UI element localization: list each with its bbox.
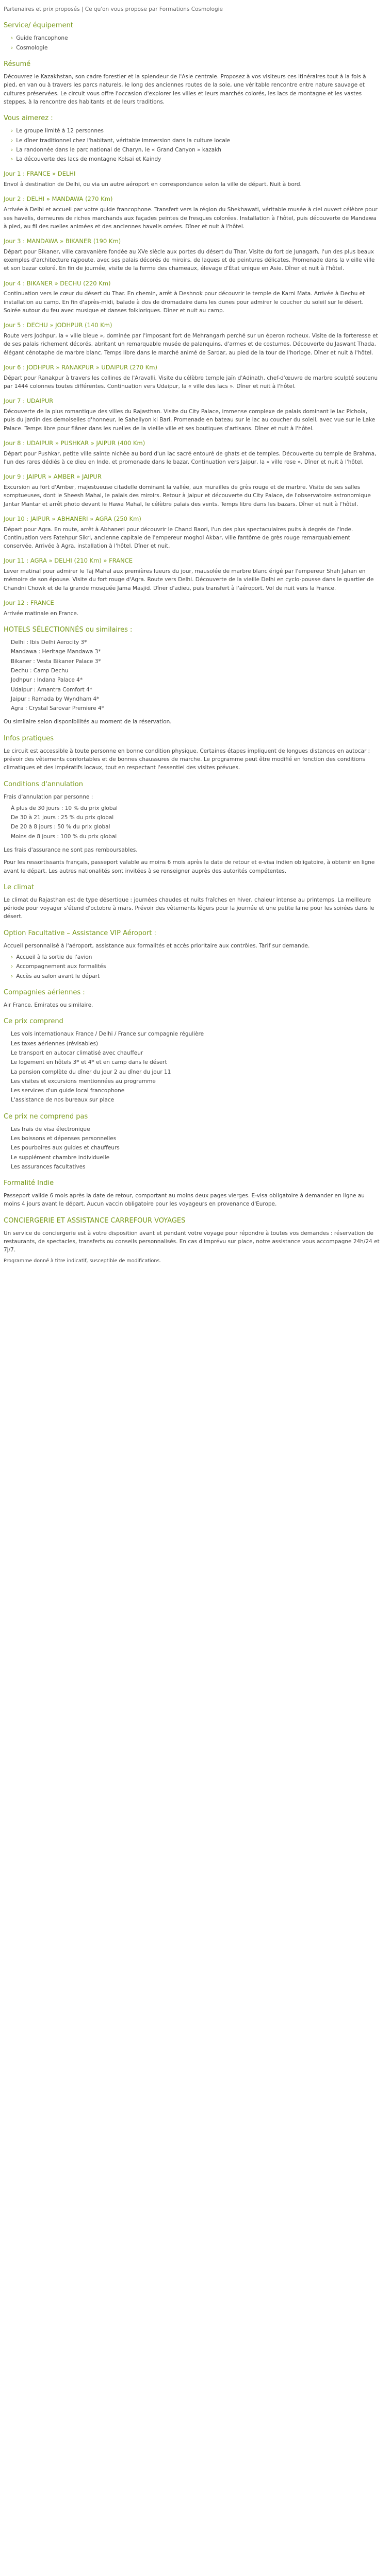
chevron-right-icon: › — [11, 156, 13, 163]
vous-aimerez-title: Vous aimerez : — [4, 114, 53, 123]
day-text: Départ pour Pushkar, petite ville sainte nichée au bord d'un lac sacré entouré de ghats et de temples. Découverte du temple de Brahma, l'un des rares dédiés à ce dieu en Inde, et promenade dans le bazar. Continuation vers Jaipur, la « ville rose ». Dîner et nuit à l'hôtel. — [4, 450, 377, 465]
conditions-note: Les frais d'assurance ne sont pas remboursables. — [4, 847, 138, 853]
hotels-list — [4, 638, 380, 713]
chevron-right-icon: › — [11, 44, 13, 51]
day-text: Découverte de la plus romantique des villes du Rajasthan. Visite du City Palace, immense complexe de palais dominant le lac Pichola, puis du jardin des demoiselles d'honneur, le Saheliyon ki Bari. Promenade en bateau sur le lac au coucher du soleil, avec vue sur le Lake Palace. Temps libre pour flâner dans les ruelles de la vieille ville et ses boutiques d'artisans. Dîner et nuit à l'hôtel. — [4, 409, 376, 432]
conciergerie-title: CONCIERGERIE ET ASSISTANCE CARREFOUR VOYAGES — [4, 1216, 186, 1225]
chevron-right-icon: › — [11, 146, 13, 153]
page — [0, 0, 384, 1278]
day-text: Continuation vers le cœur du désert du Thar. En chemin, arrêt à Deshnok pour découvrir le temple de Karni Mata. Arrivée à Dechu et installation au camp. En fin d'après-midi, balade à dos de dromadaire dans les dunes pour admirer le coucher du soleil sur le désert. Soirée autour du feu avec musique et danses folkloriques. Dîner et nuit au camp. — [4, 291, 365, 314]
list-item: › Cosmologie — [11, 44, 48, 51]
chevron-right-icon: › — [11, 973, 13, 979]
compagnies-text: Air France, Emirates ou similaire. — [4, 1002, 93, 1009]
day-text: Lever matinal pour admirer le Taj Mahal aux premières lueurs du jour, mausolée de marbre blanc érigé par l'empereur Shah Jahan en mémoire de son épouse. Visite du fort rouge d'Agra. Route vers Delhi. Découverte de la vieille Delhi en cyclo-pousse dans le quartier de Chandni Chowk et de la grande mosquée Jama Masjid. Dîner d'adieu, puis transfert à l'aéroport. Vol de nuit vers la France. — [4, 568, 374, 591]
day-title: Jour 8 : UDAIPUR » PUSHKAR » JAIPUR (400 Km) — [4, 439, 145, 447]
list-item: Les frais de visa électronique — [11, 1126, 90, 1132]
list-item: Les taxes aériennes (révisables) — [11, 1040, 99, 1047]
day-title: Jour 6 : JODHPUR » RANAKPUR » UDAIPUR (270 Km) — [4, 363, 157, 371]
option-list — [4, 953, 380, 980]
list-item: Bikaner : Vesta Bikaner Palace 3* — [11, 658, 101, 665]
day-text: Départ pour Ranakpur à travers les collines de l'Aravalli. Visite du célèbre temple jaïn d'Adinath, chef-d'œuvre de marbre sculpté soutenu par 1444 colonnes toutes différentes. Continuation vers Udaipur, la « ville des lacs ». Dîner et nuit à l'hôtel. — [4, 375, 378, 389]
itinerary — [4, 170, 380, 618]
infos-text: Le circuit est accessible à toute personne en bonne condition physique. Certaines étapes impliquent de longues distances en autocar ; prévoir des vêtements confortables et de bonnes chaussures de marche. Le programme peut être modifié en fonction des conditions climatiques et des impératifs locaux, tout en respectant l'essentiel des visites prévues. — [4, 748, 370, 771]
day-text: Excursion au fort d'Amber, majestueuse citadelle dominant la vallée, aux murailles de grès rouge et de marbre. Visite de ses salles somptueuses, dont le Sheesh Mahal, le palais des miroirs. Retour à Jaipur et découverte du City Palace, de l'observatoire astronomique Jantar Mantar et arrêt photo devant le Hawa Mahal, le célèbre palais des vents. Temps libre dans les bazars. Dîner et nuit à l'hôtel. — [4, 484, 371, 507]
day-title: Jour 9 : JAIPUR » AMBER » JAIPUR — [4, 473, 102, 481]
day-title: Jour 11 : AGRA » DELHI (210 Km) » FRANCE — [4, 557, 133, 565]
day-title: Jour 7 : UDAIPUR — [4, 397, 54, 405]
resume-text: Découvrez le Kazakhstan, son cadre forestier et la splendeur de l'Asie centrale. Proposez à vos visiteurs ces itinéraires tout à la fois à pied, en van ou à travers les parcs naturels, le long des anciennes routes de la soie, une véritable rencontre entre nature sauvage et cultures préservées. Le circuit vous offre l'occasion d'explorer les villes et leurs marchés colorés, les lacs de montagne et les vastes steppes, à la rencontre des habitants et de leurs traditions. — [4, 74, 366, 105]
day-title: Jour 10 : JAIPUR » ABHANERI » AGRA (250 Km) — [4, 515, 141, 522]
day-title: Jour 3 : MANDAWA » BIKANER (190 Km) — [4, 238, 121, 245]
vous-aimerez-list — [4, 127, 380, 163]
list-item: Jodhpur : Indana Palace 4* — [11, 677, 83, 684]
day-title: Jour 4 : BIKANER » DECHU (220 Km) — [4, 279, 111, 287]
day-text: Départ pour Agra. En route, arrêt à Abhaneri pour découvrir le Chand Baori, l'un des plus spectaculaires puits à degrés de l'Inde. Continuation vers Fatehpur Sikri, ancienne capitale de l'empereur moghol Akbar, ville fantôme de grès rouge remarquablement conservée. Arrivée à Agra, installation à l'hôtel. Dîner et nuit. — [4, 526, 353, 550]
list-item: À plus de 30 jours : 10 % du prix global — [11, 805, 118, 811]
list-item: L'assistance de nos bureaux sur place — [11, 1097, 115, 1104]
list-item: › La découverte des lacs de montagne Kolsai et Kaindy — [11, 156, 161, 163]
chevron-right-icon: › — [11, 963, 13, 970]
list-item: Agra : Crystal Sarovar Premiere 4* — [11, 705, 104, 712]
list-item: Les vols internationaux France / Delhi / France sur compagnie régulière — [11, 1031, 204, 1038]
list-item: Le supplément chambre individuelle — [11, 1154, 110, 1161]
formalites-text: Passeport valide 6 mois après la date de retour, comportant au moins deux pages vierges. E-visa obligatoire à demander en ligne au moins 4 jours avant le départ. Aucun vaccin obligatoire pour les voyageurs en provenance d'Europe. — [4, 1193, 365, 1208]
climat-text: Le climat du Rajasthan est de type désertique : journées chaudes et nuits fraîches en hiver, chaleur intense au printemps. La meilleure période pour voyager s'étend d'octobre à mars. Prévoir des vêtements légers pour la journée et une petite laine pour les soirées dans le désert. — [4, 896, 374, 920]
inclus-list — [4, 1030, 380, 1104]
day-text: Arrivée à Delhi et accueil par votre guide francophone. Transfert vers la région du Shekhawati, véritable musée à ciel ouvert célèbre pour ses havelis, demeures de riches marchands aux façades peintes de fresques colorées. Installation à l'hôtel, puis découverte de Mandawa à pied, au fil des ruelles animées et des anciennes havelis ornées. Dîner et nuit à l'hôtel. — [4, 207, 378, 230]
day-text: Route vers Jodhpur, la « ville bleue », dominée par l'imposant fort de Mehrangarh perché sur un éperon rocheux. Visite de la forteresse et de ses palais richement décorés, abritant un remarquable musée de palanquins, d'armes et de costumes. Découverte du Jaswant Thada, élégant cénotaphe de marbre blanc. Temps libre dans le marché animé de Sardar, au pied de la tour de l'horloge. Dîner et nuit à l'hôtel. — [4, 333, 378, 356]
conciergerie-text: Un service de conciergerie est à votre disposition avant et pendant votre voyage pour répondre à toutes vos demandes : réservation de restaurants, de spectacles, transferts ou conseils personnalisés. En cas d'imprévu sur place, notre assistance vous accompagne 24h/24 et 7j/7. — [4, 1230, 380, 1253]
day-text: Arrivée matinale en France. — [4, 610, 79, 617]
list-item: Moins de 8 jours : 100 % du prix global — [11, 833, 117, 840]
list-item: › Guide francophone — [11, 35, 68, 42]
hotels-title: HOTELS SÉLECTIONNÉS ou similaires : — [4, 626, 133, 634]
day-title: Jour 1 : FRANCE » DELHI — [4, 170, 76, 178]
day-text: Envol à destination de Delhi, ou via un autre aéroport en correspondance selon la ville de départ. Nuit à bord. — [4, 181, 302, 188]
chevron-right-icon: › — [11, 954, 13, 961]
chevron-right-icon: › — [11, 128, 13, 134]
list-item: Les pourboires aux guides et chauffeurs — [11, 1145, 120, 1151]
option-text: Accueil personnalisé à l'aéroport, assistance aux formalités et accès prioritaire aux contrôles. Tarif sur demande. — [4, 942, 310, 949]
list-item: › Accompagnement aux formalités — [11, 963, 106, 970]
inclus-title: Ce prix comprend — [4, 1018, 63, 1026]
list-item: › Accueil à la sortie de l'avion — [11, 954, 92, 961]
hotels-note: Ou similaire selon disponibilités au moment de la réservation. — [4, 719, 172, 725]
formalites-title: Formalité Indie — [4, 1179, 54, 1188]
day-title: Jour 2 : DELHI » MANDAWA (270 Km) — [4, 195, 113, 203]
list-item: Les services d'un guide local francophone — [11, 1088, 125, 1094]
visa-text: Pour les ressortissants français, passeport valable au moins 6 mois après la date de retour et e-visa indien obligatoire, à obtenir en ligne avant le départ. Les autres nationalités sont invitées à se renseigner auprès des autorités compétentes. — [4, 859, 375, 874]
conditions-title: Conditions d'annulation — [4, 780, 83, 788]
service-list — [4, 34, 380, 52]
list-item: De 20 à 8 jours : 50 % du prix global — [11, 824, 110, 831]
list-item: Le transport en autocar climatisé avec chauffeur — [11, 1050, 143, 1057]
day-title: Jour 5 : DECHU » JODHPUR (140 Km) — [4, 321, 112, 329]
list-item: › Le groupe limité à 12 personnes — [11, 128, 104, 134]
resume-title: Résumé — [4, 60, 31, 68]
list-item: › La randonnée dans le parc national de Charyn, le « Grand Canyon » kazakh — [11, 146, 221, 153]
list-item: Mandawa : Heritage Mandawa 3* — [11, 649, 101, 655]
list-item: Udaipur : Amantra Comfort 4* — [11, 686, 93, 693]
list-item: Les boissons et dépenses personnelles — [11, 1136, 117, 1142]
infos-title: Infos pratiques — [4, 734, 54, 742]
service-title: Service/ équipement — [4, 22, 73, 30]
conditions-intro: Frais d'annulation par personne : — [4, 793, 93, 800]
list-item: Delhi : Ibis Delhi Aerocity 3* — [11, 639, 87, 646]
list-item: Les assurances facultatives — [11, 1163, 86, 1170]
chevron-right-icon: › — [11, 35, 13, 42]
non-inclus-title: Ce prix ne comprend pas — [4, 1112, 88, 1121]
list-item: › Accès au salon avant le départ — [11, 973, 100, 979]
day-title: Jour 12 : FRANCE — [4, 599, 54, 606]
conditions-list — [4, 804, 380, 841]
list-item: Les visites et excursions mentionnées au programme — [11, 1078, 156, 1084]
footer-note: Programme donné à titre indicatif, susceptible de modifications. — [4, 1258, 161, 1264]
breadcrumb: Partenaires et prix proposés | Ce qu'on vous propose par Formations Cosmologie — [4, 6, 223, 12]
list-item: › Le dîner traditionnel chez l'habitant, véritable immersion dans la culture locale — [11, 137, 231, 144]
list-item: Dechu : Camp Dechu — [11, 668, 69, 674]
list-item: De 30 à 21 jours : 25 % du prix global — [11, 815, 114, 821]
day-text: Départ pour Bikaner, ville caravanière fondée au XVe siècle aux portes du désert du Thar. Visite du fort de Junagarh, l'un des plus beaux exemples d'architecture rajpoute, avec ses palais décorés de miroirs, de laques et de peintures délicates. Promenade dans la vieille ville et son bazar coloré. En fin de journée, visite de la ferme des chameaux, élevage d'État unique en Asie. Dîner et nuit à l'hôtel. — [4, 248, 375, 272]
list-item: La pension complète du dîner du jour 2 au dîner du jour 11 — [11, 1069, 171, 1075]
non-inclus-list — [4, 1125, 380, 1171]
compagnies-title: Compagnies aériennes : — [4, 988, 85, 996]
climat-title: Le climat — [4, 883, 35, 891]
list-item: Le logement en hôtels 3* et 4* et en camp dans le désert — [11, 1059, 167, 1066]
list-item: Jaipur : Ramada by Wyndham 4* — [11, 696, 100, 702]
chevron-right-icon: › — [11, 137, 13, 144]
option-title: Option Facultative – Assistance VIP Aéroport : — [4, 929, 156, 937]
